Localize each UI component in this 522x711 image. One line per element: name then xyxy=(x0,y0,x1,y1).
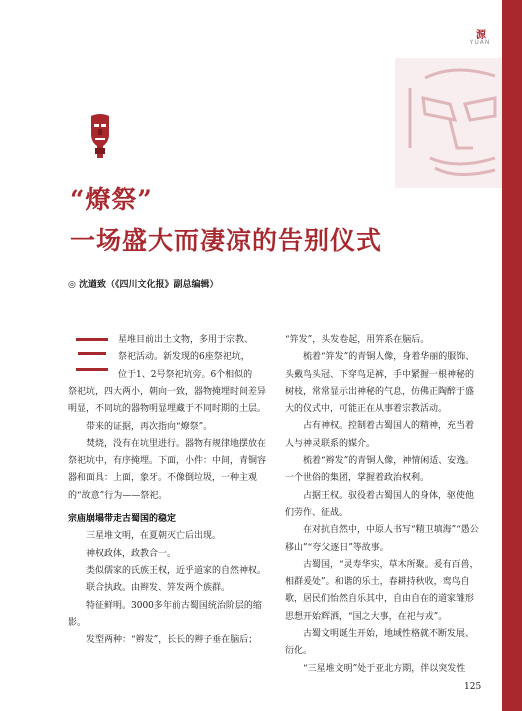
article-title-line1: “燎祭” xyxy=(70,185,153,214)
paragraph: 在对抗自然中，中原人书写“精卫填海”“愚公移山”“夸父逐日”等故事。 xyxy=(285,525,479,553)
paragraph: 发型两种：“辫发”，长长的辫子垂在脑后； xyxy=(86,635,258,646)
section-heading: 宗庙崩塌带走古蜀国的稳定 xyxy=(68,514,177,525)
paragraph: 特征鲜明。3000多年前古蜀国统治阶层的缩影。 xyxy=(68,600,262,628)
paragraph: 古蜀文明诞生开始，地域性格就不断发展、衍化。 xyxy=(285,629,475,657)
paragraph: 三星堆文明，在夏朝灭亡后出现。 xyxy=(86,531,222,542)
paragraph: 古蜀国，“灵寿华实，草木所聚。爰有百兽，相群爰处”。和谐的乐土，春耕持秋收，鸾鸟自歌，居民们怡然自乐其中，自由自在的道家雏形思想开始辉洒，“国之大事，在祀与戎”。 xyxy=(285,559,479,622)
paragraph: 焚烧，没有在坑里进行。器物有规律地摆放在祭祀坑中，有序掩埋。下面，小件：中间，青铜容器和面具：上面，象牙。不像倒垃圾，一种主观的“故意”行为——祭祀。 xyxy=(68,438,267,501)
paragraph: 占有神权。控制着古蜀国人的精神，充当着人与神灵联系的媒介。 xyxy=(285,421,475,449)
text-line: 祭祀活动。新发现的6座祭祀坑， xyxy=(118,352,250,363)
right-column xyxy=(285,332,482,678)
bronze-mask-watermark xyxy=(395,58,502,188)
left-column xyxy=(68,384,270,649)
paragraph: 类似儒家的氏族王权，近乎道家的自然神权。 xyxy=(86,565,267,576)
paragraph: 占据王权。驭役着古蜀国人的身体，驱使他们劳作、征战。 xyxy=(285,490,475,518)
article-title-line2: 一场盛大而凄凉的告别仪式 xyxy=(70,226,383,255)
drop-cap-lines xyxy=(118,332,270,384)
text-line: 星堆目前出土文物，多用于宗教、 xyxy=(118,335,254,345)
right-decorative-band xyxy=(502,0,522,711)
paragraph: 梳着“辫发”的青铜人像，神情闲适、安逸。一个世俗的集团，掌握着政治权利。 xyxy=(285,456,475,484)
paragraph: 祭祀坑，四大两小，朝向一致，器物掩埋时间差异明显，不同坑的器物明显埋藏于不同时期的土层。 xyxy=(68,387,267,415)
author-byline: ◎ 沈遒致（《四川文化报》副总编辑） xyxy=(68,280,219,290)
section-label: 源 xyxy=(476,30,486,41)
page-number: 125 xyxy=(464,682,482,692)
paragraph: 联合执政。由辫发、笄发两个族群。 xyxy=(86,583,231,594)
paragraph: 神权政体，政教合一。 xyxy=(86,548,177,559)
paragraph: “三星堆文明”处于亚北方期，伴以突发性 xyxy=(303,663,466,674)
paragraph: “笄发”，头发卷起，用笄系在脑后。 xyxy=(285,335,430,345)
text-line: 位于1、2号祭祀坑旁。6个相似的 xyxy=(118,369,253,380)
paragraph: 梳着“笄发”的青铜人像，身着华丽的服饰、头戴鸟头冠、下穿鸟足裤，手中紧握一根神秘的树枝，常常显示出神秘的气息，仿佛正陶醉于盛大的仪式中，可能正在从事着宗教活动。 xyxy=(285,352,475,415)
drop-cap-three xyxy=(72,332,112,374)
paragraph: 带来的证据，再次指向“燎祭”。 xyxy=(86,421,213,432)
section-label-en: YUAN xyxy=(469,39,491,46)
bronze-head-icon xyxy=(85,112,115,162)
